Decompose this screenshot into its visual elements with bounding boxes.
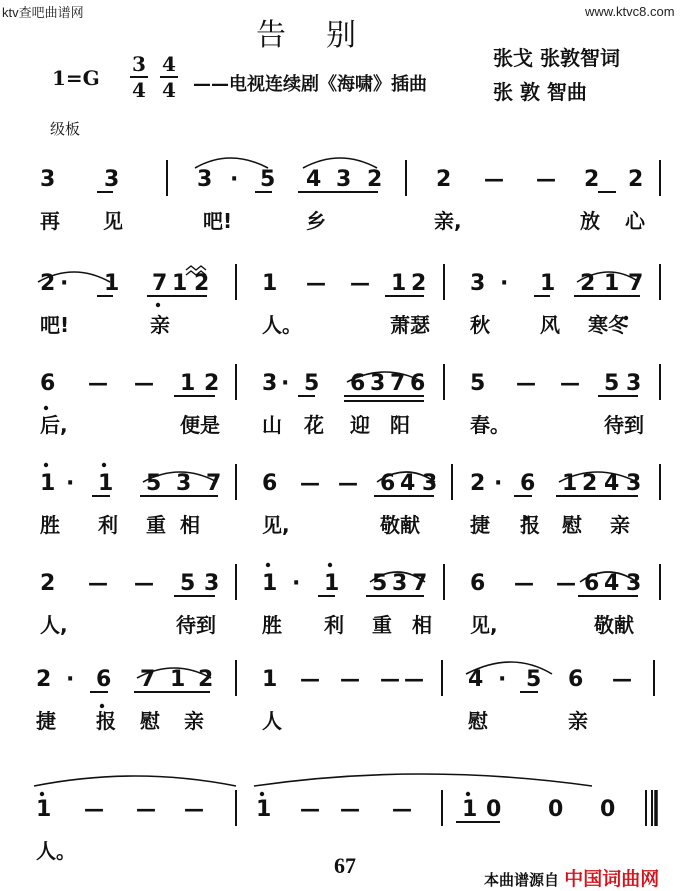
note-number: 2 [198, 667, 214, 692]
note-number: 3 [104, 167, 120, 192]
lyric-word: 敬献 [594, 613, 634, 637]
note-number: 7 [628, 271, 644, 296]
augmentation-dot: · [500, 271, 509, 296]
lyric-word: 秋 [470, 313, 490, 337]
dash-extension: — [350, 271, 370, 295]
note-number: 1 [262, 271, 278, 296]
note-number: 2 [194, 271, 210, 296]
note-number: 2 [584, 167, 600, 192]
lyric-word: 敬献 [380, 513, 420, 537]
note-number: 7 [390, 371, 406, 396]
note-number: 3 [262, 371, 278, 396]
lyric-word: 寒冬 [588, 313, 628, 337]
lyric-word: 利 [324, 613, 344, 637]
note-number: 1 [98, 471, 114, 496]
note-number: 5 [180, 571, 196, 596]
note-number: 2 [36, 667, 52, 692]
note-number: 2 [40, 271, 56, 296]
source-label: 本曲谱源自 [484, 871, 560, 889]
lyric-word: 亲 [184, 709, 204, 733]
lyric-word: 花 [304, 413, 324, 437]
note-number: 1 [40, 471, 56, 496]
note-number: 1 [256, 797, 272, 822]
dash-extension: — [514, 571, 534, 595]
lyric-word: 见 [103, 209, 123, 233]
lyric-word: 见, [470, 613, 498, 637]
lyric-word: 报 [520, 513, 540, 537]
note-number: 2 [580, 271, 596, 296]
dash-extension: — [84, 797, 104, 821]
lyricist-credit: 张戈 张敦智词 [493, 46, 620, 70]
dash-extension: — [300, 471, 320, 495]
note-number: 5 [260, 167, 276, 192]
note-number: 1 [324, 571, 340, 596]
note-number: 3 [626, 371, 642, 396]
note-number: 3 [204, 571, 220, 596]
augmentation-dot: · [498, 667, 507, 692]
note-number: 5 [604, 371, 620, 396]
note-number: 4 [604, 471, 620, 496]
note-number: 6 [380, 471, 396, 496]
note-number: 6 [410, 371, 426, 396]
lyric-word: 萧瑟 [390, 313, 430, 337]
lyrics-layer [36, 209, 646, 863]
note-number: 6 [96, 667, 112, 692]
lyric-word: 人, [40, 613, 68, 637]
note-number: 2 [436, 167, 452, 192]
page-number: 67 [334, 853, 356, 878]
note-number: 0 [600, 797, 616, 822]
note-number: 1 [540, 271, 556, 296]
lyric-word: 山 [262, 413, 282, 437]
note-number: 6 [520, 471, 536, 496]
note-number: 3 [422, 471, 438, 496]
dash-extension: — [612, 667, 632, 691]
note-number: 7 [152, 271, 168, 296]
augmentation-dot: · [230, 167, 239, 192]
note-number: 1 [562, 471, 578, 496]
lyric-word: 亲 [150, 313, 170, 337]
lyric-word: 人。 [36, 839, 76, 863]
lyric-word: 报 [96, 709, 116, 733]
dash-extension: — [516, 371, 536, 395]
lyric-word: 吧! [203, 209, 233, 233]
note-number: 4 [604, 571, 620, 596]
dash-extension: — [184, 797, 204, 821]
note-number: 0 [548, 797, 564, 822]
dash-extension: — [134, 371, 154, 395]
dash-extension: — [340, 797, 360, 821]
lyric-word: 放 [580, 209, 600, 233]
dash-extension: — [560, 371, 580, 395]
lyric-word: 风 [540, 313, 560, 337]
dash-extension: — [306, 271, 326, 295]
note-number: 2 [204, 371, 220, 396]
note-number: 7 [412, 571, 428, 596]
note-number: 1 [391, 271, 407, 296]
lyric-word: 重 [372, 613, 392, 637]
time-sig-1-den: 4 [132, 78, 146, 102]
watermark-left: ktv查吧曲谱网 [2, 5, 84, 20]
augmentation-dot: · [60, 271, 69, 296]
dash-extension: — [136, 797, 156, 821]
lyric-word: 再 [40, 209, 60, 233]
lyric-word: 见, [262, 513, 290, 537]
lyric-word: 胜 [40, 513, 60, 537]
note-number: 5 [470, 371, 486, 396]
lyric-word: 亲, [434, 209, 462, 233]
note-number: 5 [304, 371, 320, 396]
lyric-word: 后, [40, 413, 68, 437]
subtitle: ——电视连续剧《海啸》插曲 [193, 74, 427, 95]
lyric-word: 胜 [262, 613, 282, 637]
note-number: 6 [470, 571, 486, 596]
note-number: 6 [568, 667, 584, 692]
dash-extension: — [536, 167, 556, 191]
lyric-word: 迎 [350, 413, 370, 437]
dash-extension: — [404, 667, 424, 691]
note-number: 4 [400, 471, 416, 496]
note-number: 1 [462, 797, 478, 822]
augmentation-dot: · [281, 371, 290, 396]
note-number: 1 [604, 271, 620, 296]
lyric-word: 春。 [470, 413, 510, 437]
dash-extension: — [380, 667, 400, 691]
augmentation-dot: · [494, 471, 503, 496]
lyric-word: 相 [412, 613, 432, 637]
note-number: 4 [468, 667, 484, 692]
lyric-word: 亲 [568, 709, 588, 733]
lyric-word: 慰 [562, 513, 582, 537]
lyric-word: 利 [98, 513, 118, 537]
key-signature: 1=G [52, 66, 100, 90]
dash-extension: — [88, 571, 108, 595]
note-number: 1 [262, 571, 278, 596]
note-number: 1 [262, 667, 278, 692]
dash-extension: — [300, 797, 320, 821]
lyric-word: 人。 [262, 313, 302, 337]
lyric-word: 重 [146, 513, 166, 537]
note-number: 3 [370, 371, 386, 396]
augmentation-dot: · [66, 667, 75, 692]
note-number: 4 [306, 167, 322, 192]
note-number: 2 [628, 167, 644, 192]
lyric-word: 待到 [176, 613, 216, 637]
watermark-right: www.ktvc8.com [585, 4, 675, 19]
note-number: 6 [584, 571, 600, 596]
lyric-word: 吧! [40, 313, 70, 337]
note-number: 1 [172, 271, 188, 296]
dash-extension: — [338, 471, 358, 495]
lyric-word: 人 [262, 709, 282, 733]
lyric-word: 捷 [36, 709, 56, 733]
time-sig-2-num: 4 [162, 52, 176, 76]
augmentation-dot: · [292, 571, 301, 596]
notes-layer [36, 160, 660, 826]
lyric-word: 阳 [390, 413, 410, 437]
tempo-marking: 级板 [50, 120, 81, 138]
dash-extension: — [300, 667, 320, 691]
lyric-word: 相 [180, 513, 200, 537]
lyric-word: 亲 [610, 513, 630, 537]
note-number: 7 [140, 667, 156, 692]
note-number: 3 [626, 571, 642, 596]
lyric-word: 心 [625, 209, 645, 233]
time-sig-2-den: 4 [162, 78, 176, 102]
dash-extension: — [88, 371, 108, 395]
note-number: 6 [262, 471, 278, 496]
dash-extension: — [134, 571, 154, 595]
note-number: 7 [206, 471, 222, 496]
slurs [34, 158, 642, 786]
note-number: 6 [350, 371, 366, 396]
lyric-word: 慰 [468, 709, 488, 733]
note-number: 2 [40, 571, 56, 596]
note-number: 3 [470, 271, 486, 296]
note-number: 2 [411, 271, 427, 296]
note-number: 3 [176, 471, 192, 496]
time-sig-1-num: 3 [132, 52, 146, 76]
note-number: 1 [36, 797, 52, 822]
lyric-word: 便是 [180, 413, 220, 437]
dash-extension: — [340, 667, 360, 691]
augmentation-dot: · [66, 471, 75, 496]
note-number: 1 [104, 271, 120, 296]
lyric-word: 慰 [140, 709, 160, 733]
source-site-link[interactable]: 中国词曲网 [564, 868, 660, 890]
dash-extension: — [556, 571, 576, 595]
composer-credit: 张 敦 智曲 [493, 80, 587, 104]
note-number: 2 [367, 167, 383, 192]
dash-extension: — [392, 797, 412, 821]
lyric-word: 待到 [604, 413, 644, 437]
note-number: 0 [486, 797, 502, 822]
note-number: 3 [197, 167, 213, 192]
note-number: 3 [40, 167, 56, 192]
note-number: 2 [582, 471, 598, 496]
dash-extension: — [484, 167, 504, 191]
song-title: 告别 [256, 18, 396, 53]
note-number: 5 [146, 471, 162, 496]
note-number: 1 [180, 371, 196, 396]
note-number: 3 [336, 167, 352, 192]
octave-dots [40, 303, 628, 796]
note-number: 1 [170, 667, 186, 692]
lyric-word: 捷 [470, 513, 490, 537]
note-number: 3 [392, 571, 408, 596]
note-number: 5 [372, 571, 388, 596]
note-number: 5 [526, 667, 542, 692]
note-number: 3 [626, 471, 642, 496]
lyric-word: 乡 [306, 209, 326, 233]
note-number: 6 [40, 371, 56, 396]
note-number: 2 [470, 471, 486, 496]
